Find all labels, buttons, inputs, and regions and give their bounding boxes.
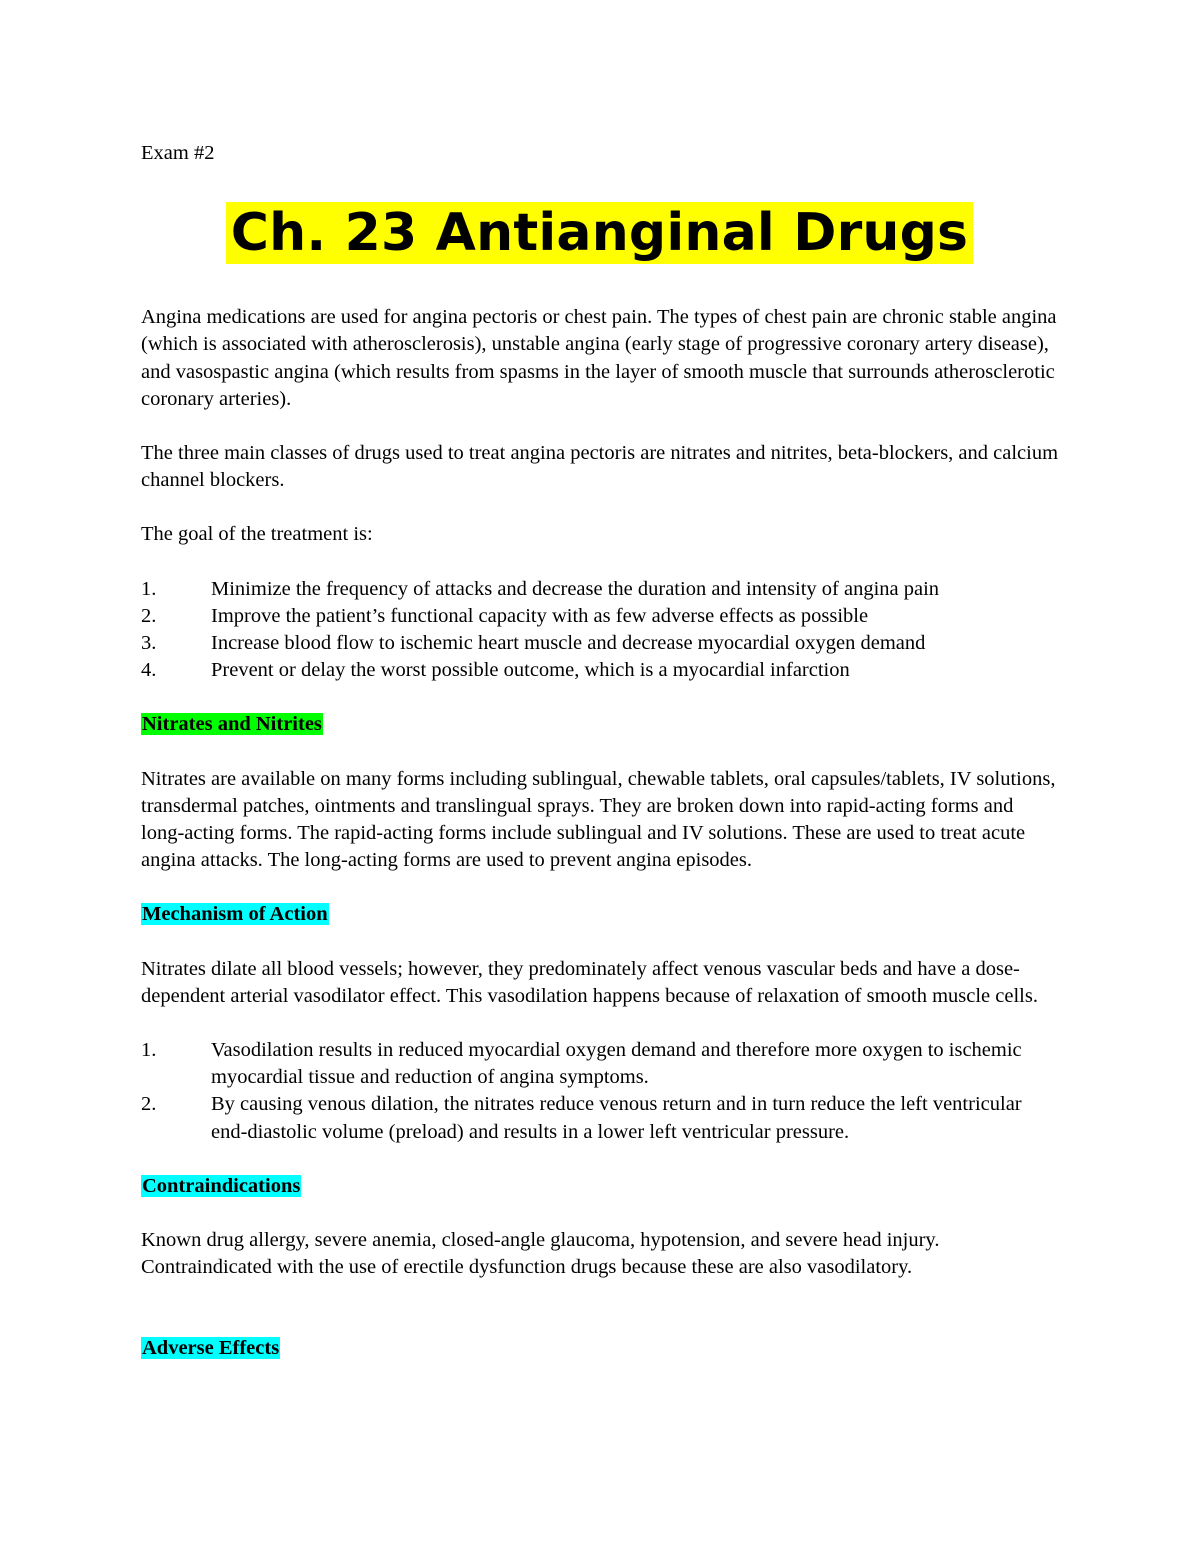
list-text: Vasodilation results in reduced myocardial oxygen demand and therefore more oxygen to ischemic myocardial tissue and reduction of angina symptoms. — [211, 1039, 1022, 1089]
adverse-effects-heading — [141, 1335, 1061, 1362]
list-number: 1. — [141, 577, 157, 600]
list-number: 2. — [141, 1093, 157, 1116]
list-item — [141, 657, 1061, 684]
list-number: 2. — [141, 604, 157, 627]
list-text: By causing venous dilation, the nitrates reduce venous return and in turn reduce the left ventricular end-diastolic volume (preload) and results in a lower left ventricular pressure. — [211, 1093, 1022, 1143]
list-number: 3. — [141, 632, 157, 655]
mechanism-paragraph: Nitrates dilate all blood vessels; however, they predominately affect venous vascular beds and have a dose-dependent arterial vasodilator effect. This vasodilation happens because of relaxation of smooth muscle cells. — [141, 957, 1038, 1007]
mechanism-heading — [141, 901, 1061, 928]
mechanism-heading-text: Mechanism of Action — [142, 903, 328, 926]
goal-intro: The goal of the treatment is: — [141, 523, 373, 546]
list-number: 4. — [141, 659, 157, 682]
contraindications-paragraph: Known drug allergy, severe anemia, closed-angle glaucoma, hypotension, and severe head injury. Contraindicated with the use of erectile dysfunction drugs because these are also vasodilatory. — [141, 1229, 940, 1279]
goals-list — [141, 576, 1061, 685]
drug-classes-paragraph: The three main classes of drugs used to treat angina pectoris are nitrates and nitrites, beta-blockers, and calcium channel blockers. — [141, 442, 1059, 492]
mechanism-list — [141, 1037, 1061, 1146]
list-text: Prevent or delay the worst possible outcome, which is a myocardial infarction — [211, 659, 850, 682]
exam-label: Exam #2 — [141, 142, 215, 164]
list-text: Minimize the frequency of attacks and decrease the duration and intensity of angina pain — [211, 577, 940, 600]
chapter-title: Ch. 23 Antianginal Drugs — [226, 202, 973, 264]
nitrates-heading-text: Nitrates and Nitrites — [142, 713, 322, 736]
list-number: 1. — [141, 1039, 157, 1062]
list-text: Improve the patient’s functional capacity with as few adverse effects as possible — [211, 604, 869, 627]
list-item — [141, 630, 1061, 657]
intro-paragraph: Angina medications are used for angina pectoris or chest pain. The types of chest pain are chronic stable angina (which is associated with atherosclerosis), unstable angina (early stage of progressive coronary artery disease), and vasospastic angina (which results from spasms in the layer of smooth muscle that surrounds atherosclerotic coronary arteries). — [141, 306, 1057, 410]
contraindications-heading-text: Contraindications — [142, 1174, 301, 1197]
nitrates-heading — [141, 711, 1061, 738]
list-text: Increase blood flow to ischemic heart muscle and decrease myocardial oxygen demand — [211, 632, 926, 655]
title-container — [138, 202, 1061, 264]
nitrates-paragraph: Nitrates are available on many forms including sublingual, chewable tablets, oral capsules/tablets, IV solutions, transdermal patches, ointments and translingual sprays. They are broken down into rapid-acting forms and long-acting forms. The rapid-acting forms include sublingual and IV solutions. These are used to treat acute angina attacks. The long-acting forms are used to prevent angina episodes. — [141, 767, 1056, 872]
list-item — [141, 576, 1061, 603]
document-page — [141, 140, 1061, 1390]
list-item — [141, 1037, 1061, 1091]
adverse-effects-heading-text: Adverse Effects — [142, 1337, 280, 1360]
list-item — [141, 603, 1061, 630]
list-item — [141, 1091, 1061, 1145]
contraindications-heading — [141, 1173, 1061, 1200]
